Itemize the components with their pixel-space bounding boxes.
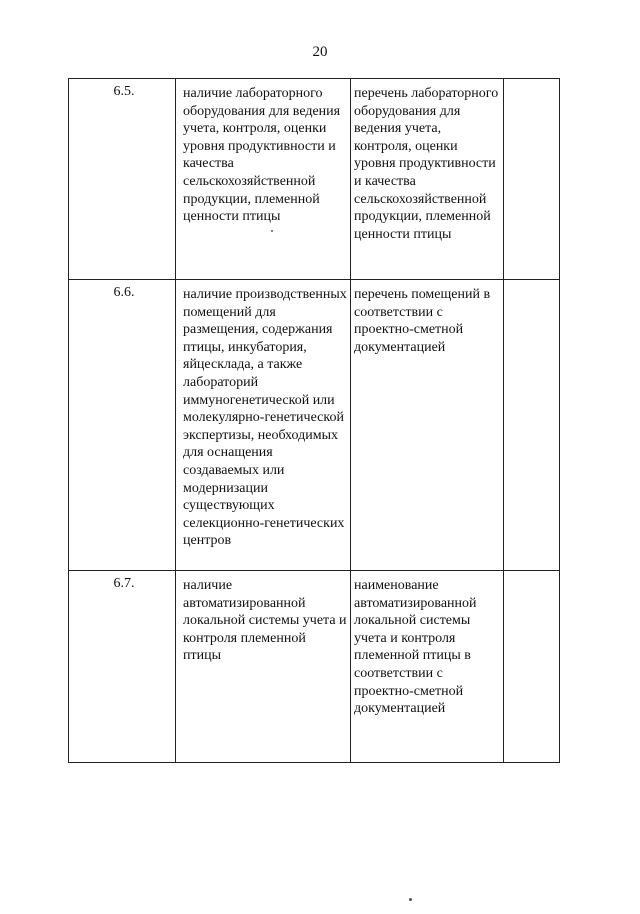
scan-speck [409,898,412,901]
requirement-text: наличие производственных помещений для размещения, содержания птицы, инкубатория, яйцесклада, а также лабораторий иммуногенетической или молекулярно-генетической экспертизы, необходимых для оснащения создаваемых или модернизации существующих селекционно-генетических центров [183,287,347,549]
document-cell [351,571,504,763]
document-text: перечень лабораторного оборудования для ведения учета, контроля, оценки уровня продуктивности и качества сельскохозяйственной продукции, племенной ценности птицы [354,86,499,242]
requirement-cell [176,79,351,280]
note-cell [504,571,560,763]
document-text: наименование автоматизированной локальной системы учета и контроля племенной птицы в соответствии с проектно-сметной документацией [354,578,477,717]
row-number: 6.6. [113,285,135,300]
note-cell [504,79,560,280]
requirements-table [68,78,560,763]
scan-speck [271,230,273,232]
row-number-cell [69,79,176,280]
row-number: 6.5. [113,84,135,99]
document-text: перечень помещений в соответствии с проектно-сметной документацией [354,287,491,355]
note-cell [504,280,560,571]
row-number-cell [69,280,176,571]
page-number: 20 [312,44,328,60]
table-row [69,280,560,571]
row-number: 6.7. [113,576,135,591]
table-row [69,571,560,763]
row-number-cell [69,571,176,763]
requirement-text: наличие лабораторного оборудования для ведения учета, контроля, оценки уровня продуктивности и качества сельскохозяйственной продукции, племенной ценности птицы [183,86,341,225]
document-cell [351,280,504,571]
document-cell [351,79,504,280]
requirement-cell [176,571,351,763]
table-row [69,79,560,280]
requirement-cell [176,280,351,571]
requirement-text: наличие автоматизированной локальной системы учета и контроля племенной птицы [183,578,347,664]
